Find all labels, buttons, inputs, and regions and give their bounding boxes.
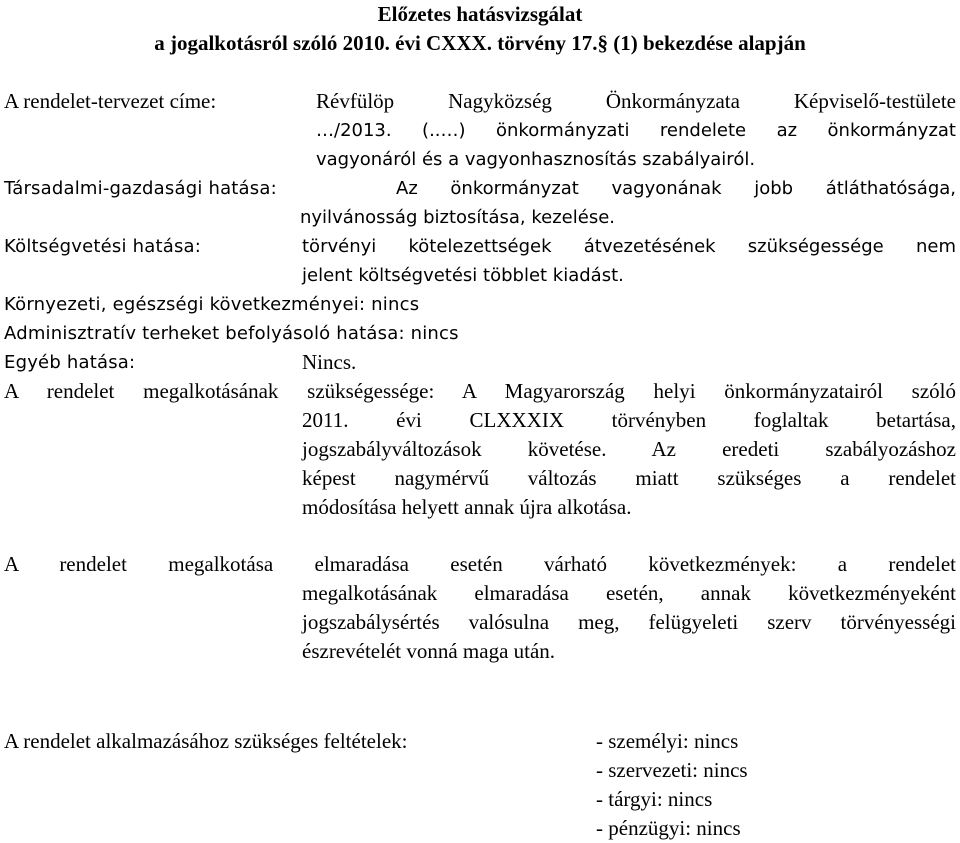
- szuksegesseg-line-4: módosítása helyett annak újra alkotása.: [302, 495, 632, 519]
- szuksegesseg-value: [302, 406, 956, 522]
- koltsegvetesi-line-1: törvényi kötelezettségek átvezetésének szükségessége nem: [302, 236, 956, 257]
- elmaradas-value: [302, 579, 956, 666]
- egyeb-value: Nincs.: [302, 350, 357, 374]
- adminisztrativ-text: Adminisztratív terheket befolyásoló hatása: nincs: [4, 323, 459, 344]
- feltetel-targyi: - tárgyi: nincs: [596, 787, 713, 811]
- rendelet-cime-label: A rendelet-tervezet címe:: [4, 89, 217, 113]
- kornyezeti-text: Környezeti, egészségi következményei: nincs: [4, 294, 420, 315]
- szuksegesseg-line-3: képest nagymérvű változás miatt szükséges a rendelet: [302, 466, 956, 490]
- szuksegesseg-line-2: jogszabályváltozások követése. Az eredeti szabályozáshoz: [302, 437, 956, 461]
- tarsadalmi-line-1: Az önkormányzat vagyonának jobb átláthatósága,: [396, 178, 956, 199]
- elmaradas-line-1: megalkotásának elmaradása esetén, annak következményeként: [302, 581, 956, 605]
- elmaradas-first-line: A rendelet megalkotása elmaradása esetén várható következmények: a rendelet: [4, 552, 956, 576]
- koltsegvetesi-label: Költségvetési hatása:: [4, 236, 202, 257]
- rendelet-cime-line-1: Révfülöp Nagyközség Önkormányzata Képviselő-testülete: [316, 89, 956, 113]
- feltetel-szemelyi: - személyi: nincs: [596, 729, 739, 753]
- rendelet-cime-line-3: vagyonáról és a vagyonhasznosítás szabályairól.: [316, 149, 756, 170]
- tarsadalmi-label: Társadalmi-gazdasági hatása:: [4, 178, 277, 199]
- feltetel-penzugyi: - pénzügyi: nincs: [596, 816, 741, 840]
- feltetel-szervezeti: - szervezeti: nincs: [596, 758, 748, 782]
- elmaradas-line-3: észrevételét vonná maga után.: [302, 639, 556, 663]
- rendelet-cime-line-2: …/2013. (..…) önkormányzati rendelete az önkormányzat: [316, 120, 956, 141]
- document-subtitle: a jogalkotásról szóló 2010. évi CXXX. törvény 17.§ (1) bekezdése alapján: [154, 31, 806, 55]
- feltetelek-list: [596, 727, 748, 843]
- feltetelek-label: A rendelet alkalmazásához szükséges feltételek:: [4, 729, 408, 753]
- document-title: Előzetes hatásvizsgálat: [377, 2, 583, 26]
- rendelet-cime-value: [316, 87, 956, 174]
- szuksegesseg-first-line: A rendelet megalkotásának szükségessége: A Magyarország helyi önkormányzatairól szóló: [4, 379, 956, 403]
- elmaradas-line-2: jogszabálysértés valósulna meg, felügyeleti szerv törvényességi: [302, 610, 956, 634]
- egyeb-label: Egyéb hatása:: [4, 352, 136, 373]
- szuksegesseg-line-1: 2011. évi CLXXXIX törvényben foglaltak betartása,: [302, 408, 956, 432]
- tarsadalmi-value: [300, 174, 956, 232]
- koltsegvetesi-value: [302, 232, 956, 290]
- koltsegvetesi-line-2: jelent költségvetési többlet kiadást.: [302, 265, 624, 286]
- tarsadalmi-line-2: nyilvánosság biztosítása, kezelése.: [300, 207, 615, 228]
